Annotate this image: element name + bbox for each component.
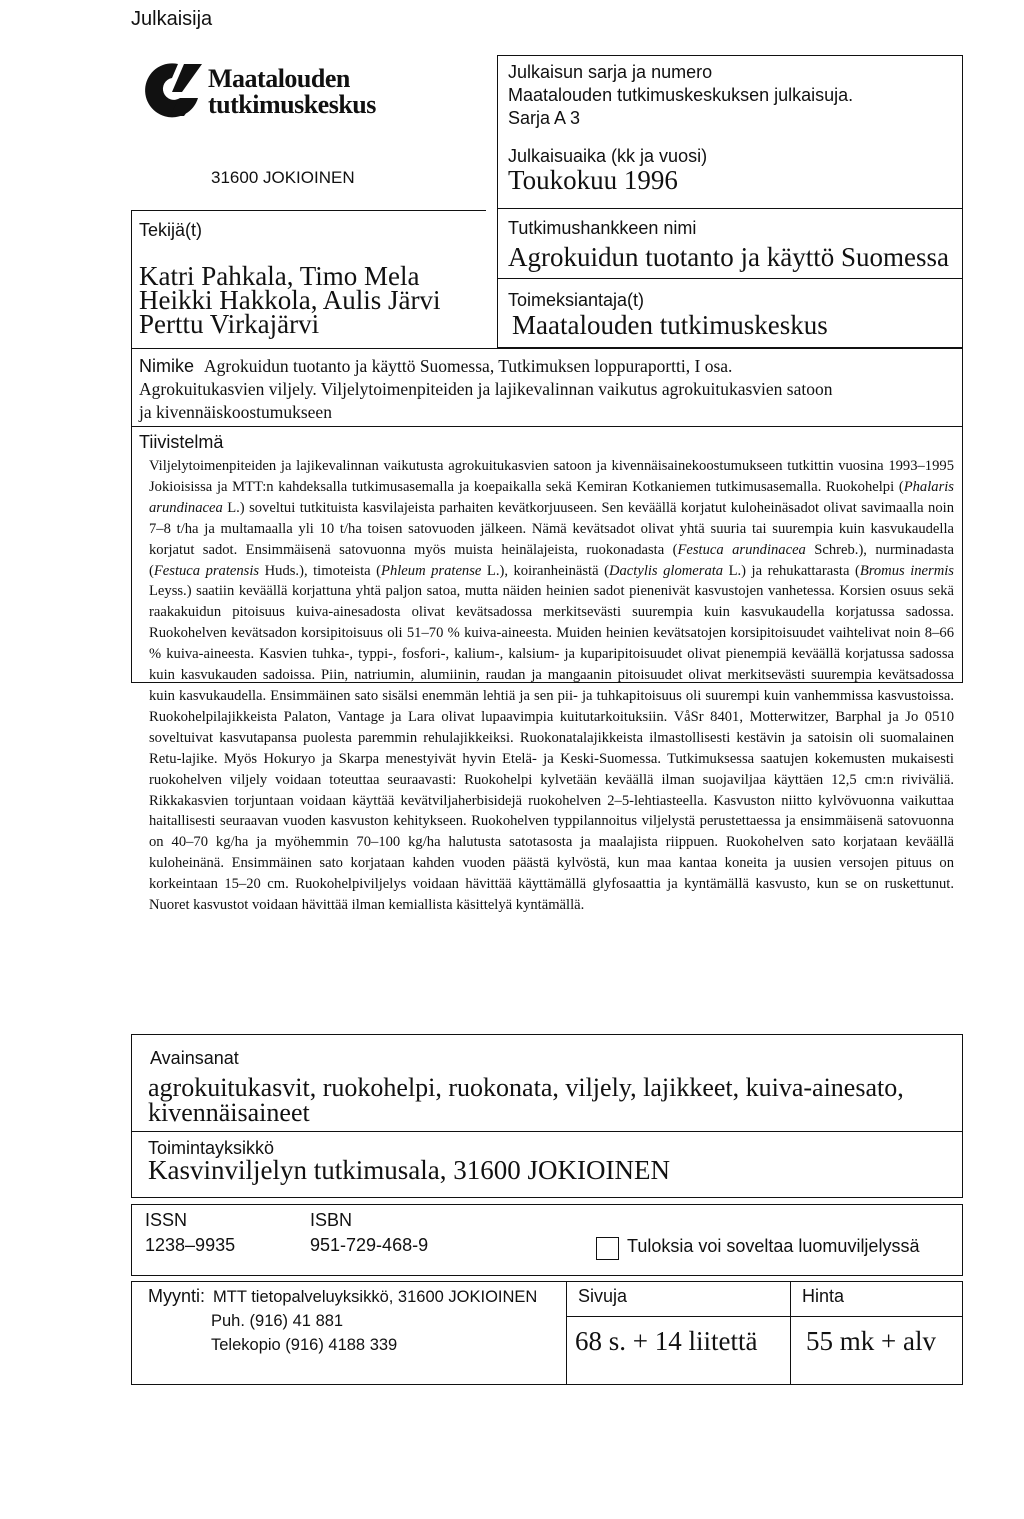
abstract-text: Viljelytoimenpiteiden ja lajikevalinnan vaikutusta agrokuitukasvien satoon ja kivennäisainekoostumukseen tutkittin vuosina 1993–1995 Jokioisissa ja MTT:n kahdeksalla tutkimusasemalla ja koepaikalla sekä Kemiran Kotkaniemen tutkimusasemalla. Ruokohelpi (Phalaris arundinacea L.) soveltui tutkituista kasvilajeista parhaiten kevätkorjuuseen. Sen keväällä korjatut kuloheinäsadot olivat savimaalla noin 7–8 t/ha ja multamaalla yli 10 t/ha toisen satovuoden jälkeen. Nämä kevätsadot olivat yhtä suuria tai suurempia kuin kasvukaudella korjatut sadot. Ensimmäisenä satovuonna myös muista heinälajeista, ruokonadasta (Festuca arundinacea Schreb.), nurminadasta (Festuca pratensis Huds.), timoteista (Phleum pratense L.), koiranheinästä (Dactylis glomerata L.) ja rehukattarasta (Bromus inermis Leyss.) saatiin keväällä korjattuna yhtä paljon satoa, mutta näiden heinien sadot pienenivät kasvustojen vanhetessa. Korsien osuus sekä raakakuidun pitoisuus kuiva-ainesadosta olivat kevätsadossa merkitsevästi suurempia kuin kasvukaudella korjatussa sadossa. Ruokohelven kevätsadon korsipitoisuus oli 51–70 % kuiva-aineesta. Muiden heinien kevätsatojen korsipitoisuudet vaihtelivat noin 8–66 % kuiva-aineesta. Kasvien tuhka-, typpi-, fosfori-, kalium-, kalsium- ja kuparipitoisuudet olivat pienempiä keväällä korjatussa sadossa kuin kasvukauden sadoissa. Piin, natriumin, alumiinin, raudan ja mangaanin pitoisuudet olivat merkitsevästi suurempia kevätsadossa kuin kasvukaudella. Ensimmäinen sato sisälsi enemmän lehtiä ja sen pii- ja tuhkapitoisuus oli suurempi kuin vanhemmissa kasvustoissa. Ruokohelpilajikkeista Palaton, Vantage ja Lara olivat lupaavimpia kuitutarkoituksiin. VåSr 8401, Motterwitzer, Barphal ja Jo 0510 soveltuivat kasvutapansa puolesta paremmin rehulajikkeiksi. Ruokonatalajikkeista ilmastollisesti kestävin ja satoisin oli suomalainen Retu-lajike. Myös Hokuryo ja Skarpa menestyivät hyvin Etelä- ja Keski-Suomessa. Tutkimuksessa saatujen kokemusten mukaisesti ruokohelven viljely voidaan toteuttaa seuraavasti: Ruokohelpi kylvetään keväällä ilman suojaviljaa käyttäen 12,5 cm:n riviväliä. Rikkakasvien torjuntaan voidaan käyttää kevätviljaherbisidejä ruokohelven 2–5-lehtiasteella. Kasvuston niitto kylvövuonna vaikuttaa haitallisesti seuraavan vuoden kasvuston kehitykseen. Ruokohelven typpilannoitus viljelystä perustettaessa ja ensimmäisenä satovuonna on 40–70 kg/ha ja myöhemmin 70–100 kg/ha halutusta satotasosta ja maalajista riippuen. Ruokohelven sato korjataan keväällä kuloheinänä. Ensimmäinen sato korjataan kahden vuoden päästä kylvöstä, kun maa kantaa koneita ja uusien versojen pituus on korkeintaan 15–20 cm. Ruokohelpiviljelys voidaan hävittää käyttämällä glyfosaattia ja kyntämällä kasvusto, kun se on ruskettunut. Nuoret kasvustot voidaan hävittää ilman kemiallista käsittelyä kyntämällä. <box>149 458 954 914</box>
organic-label: Tuloksia voi soveltaa luomuviljelyssä <box>627 1236 920 1256</box>
publisher-address: 31600 JOKIOINEN <box>211 168 355 187</box>
sales-label: Myynti: <box>148 1286 206 1306</box>
pages-label: Sivuja <box>578 1286 628 1306</box>
title-label: Nimike <box>139 356 195 376</box>
issn-value: 1238–9935 <box>145 1235 236 1255</box>
keywords-line-2: kivennäisaineet <box>148 1098 310 1127</box>
organic-checkbox[interactable] <box>596 1237 619 1260</box>
author-line-2: Heikki Hakkola, Aulis Järvi <box>139 285 441 315</box>
pub-date-label: Julkaisuaika (kk ja vuosi) <box>508 146 708 166</box>
project-label: Tutkimushankkeen nimi <box>508 218 697 238</box>
author-line-1: Katri Pahkala, Timo Mela <box>139 261 420 291</box>
keywords-line-1: agrokuitukasvit, ruokohelpi, ruokonata, viljely, lajikkeet, kuiva-ainesato, <box>148 1073 904 1102</box>
commissioner-label: Toimeksiantaja(t) <box>508 290 645 310</box>
publisher-logo <box>138 58 378 124</box>
unit-label: Toimintayksikkö <box>148 1138 275 1158</box>
pages-value: 68 s. + 14 liitettä <box>575 1326 758 1356</box>
pub-date-value: Toukokuu 1996 <box>508 165 678 195</box>
authors-label: Tekijä(t) <box>139 220 203 240</box>
logo-text-line1: Maatalouden <box>208 64 350 93</box>
price-label: Hinta <box>802 1286 845 1306</box>
sales-line-3: Telekopio (916) 4188 339 <box>211 1336 398 1354</box>
publisher-heading: Julkaisija <box>131 8 213 30</box>
series-label: Julkaisun sarja ja numero <box>508 62 713 82</box>
project-value: Agrokuidun tuotanto ja käyttö Suomessa <box>508 242 949 272</box>
sales-line-2: Puh. (916) 41 881 <box>211 1312 344 1330</box>
author-line-3: Perttu Virkajärvi <box>139 309 320 339</box>
unit-value: Kasvinviljelyn tutkimusala, 31600 JOKIOINEN <box>148 1155 670 1185</box>
series-value-line1: Maatalouden tutkimuskeskuksen julkaisuja. <box>508 85 854 105</box>
issn-label: ISSN <box>145 1210 188 1230</box>
price-value: 55 mk + alv <box>806 1326 936 1356</box>
title-block <box>139 356 954 423</box>
title-line-2: Agrokuitukasvien viljely. Viljelytoimenpiteiden ja lajikevalinnan vaikutus agrokuitukasvien satoon <box>139 379 833 399</box>
commissioner-value: Maatalouden tutkimuskeskus <box>512 310 828 340</box>
abstract-label: Tiivistelmä <box>139 432 224 452</box>
keywords-label: Avainsanat <box>150 1048 239 1068</box>
isbn-label: ISBN <box>310 1210 353 1230</box>
sales-line-1: MTT tietopalveluyksikkö, 31600 JOKIOINEN <box>213 1288 538 1306</box>
mtt-logo-icon <box>138 58 204 124</box>
isbn-value: 951-729-468-9 <box>310 1235 429 1255</box>
title-line-1: Agrokuidun tuotanto ja käyttö Suomessa, Tutkimuksen loppuraportti, I osa. <box>204 356 733 376</box>
title-line-3: ja kivennäiskoostumukseen <box>139 402 332 422</box>
series-value-line2: Sarja A 3 <box>508 108 581 128</box>
logo-text-line2: tutkimuskeskus <box>208 90 376 119</box>
